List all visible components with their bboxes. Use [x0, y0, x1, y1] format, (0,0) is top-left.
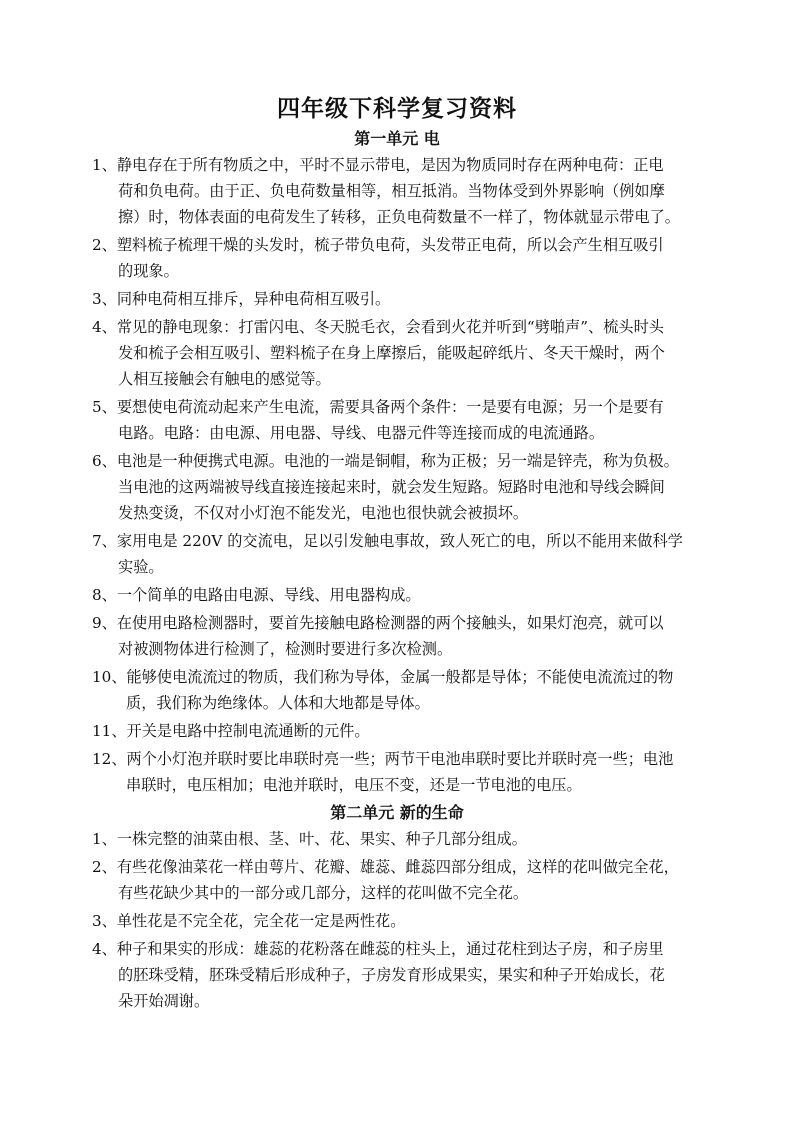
item-line: 2、有些花像油菜花一样由萼片、花瓣、雄蕊、雌蕊四部分组成，这样的花叫做完全花， [92, 858, 679, 876]
item-line: 1、一株完整的油菜由根、茎、叶、花、果实、种子几部分组成。 [92, 830, 527, 848]
item-line: 7、家用电是 220V 的交流电，足以引发触电事故，致人死亡的电，所以不能用来做科学 [92, 532, 683, 550]
item-line: 质，我们称为绝缘体。人体和大地都是导体。 [126, 694, 430, 712]
item-line: 人相互接触会有触电的感觉等。 [118, 370, 331, 388]
item-line: 电路。电路：由电源、用电器、导线、电器元件等连接而成的电流通路。 [118, 424, 604, 442]
item-line: 当电池的这两端被导线直接连接起来时，就会发生短路。短路时电池和导线会瞬间 [118, 478, 665, 496]
section-heading-unit-1: 第一单元 电 [354, 129, 440, 148]
item-line: 朵开始凋谢。 [118, 992, 210, 1010]
document-title: 四年级下科学复习资料 [277, 95, 517, 122]
item-line: 有些花缺少其中的一部分或几部分，这样的花叫做不完全花。 [118, 884, 529, 902]
item-line: 3、同种电荷相互排斥，异种电荷相互吸引。 [92, 290, 391, 308]
item-line: 擦）时，物体表面的电荷发生了转移，正负电荷数量不一样了，物体就显示带电了。 [118, 208, 680, 226]
item-line: 4、常见的静电现象：打雷闪电、冬天脱毛衣，会看到火花并听到“劈啪声”、梳头时头 [92, 318, 664, 336]
item-line: 2、塑料梳子梳理干燥的头发时，梳子带负电荷，头发带正电荷，所以会产生相互吸引 [92, 236, 664, 254]
item-line: 的胚珠受精，胚珠受精后形成种子，子房发育形成果实，果实和种子开始成长，花 [118, 966, 665, 984]
item-line: 1、静电存在于所有物质之中，平时不显示带电，是因为物质同时存在两种电荷：正电 [92, 156, 664, 174]
item-line: 的现象。 [118, 262, 179, 280]
item-line: 对被测物体进行检测了，检测时要进行多次检测。 [118, 640, 453, 658]
item-line: 10、能够使电流流过的物质，我们称为导体，金属一般都是导体；不能使电流流过的物 [92, 668, 674, 686]
item-line: 11、开关是电路中控制电流通断的元件。 [92, 722, 370, 740]
item-line: 发热变烫，不仅对小灯泡不能发光，电池也很快就会被损坏。 [118, 504, 529, 522]
section-heading-unit-2: 第二单元 新的生命 [330, 803, 464, 822]
item-line: 12、两个小灯泡并联时要比串联时亮一些；两节干电池串联时要比并联时亮一些；电池 [92, 750, 674, 768]
item-line: 6、电池是一种便携式电源。电池的一端是铜帽，称为正极；另一端是锌壳，称为负极。 [92, 452, 679, 470]
item-line: 8、一个简单的电路由电源、导线、用电器构成。 [92, 586, 421, 604]
item-line: 4、种子和果实的形成：雄蕊的花粉落在雌蕊的柱头上，通过花柱到达子房，和子房里 [92, 940, 664, 958]
item-line: 荷和负电荷。由于正、负电荷数量相等，相互抵消。当物体受到外界影响（例如摩 [118, 182, 665, 200]
item-line: 9、在使用电路检测器时，要首先接触电路检测器的两个接触头，如果灯泡亮，就可以 [92, 614, 664, 632]
item-line: 实验。 [118, 558, 164, 576]
item-line: 发和梳子会相互吸引、塑料梳子在身上摩擦后，能吸起碎纸片、冬天干燥时，两个 [118, 344, 665, 362]
item-line: 5、要想使电荷流动起来产生电流，需要具备两个条件：一是要有电源；另一个是要有 [92, 398, 664, 416]
item-line: 串联时，电压相加；电池并联时，电压不变，还是一节电池的电压。 [126, 776, 582, 794]
item-line: 3、单性花是不完全花，完全花一定是两性花。 [92, 912, 406, 930]
